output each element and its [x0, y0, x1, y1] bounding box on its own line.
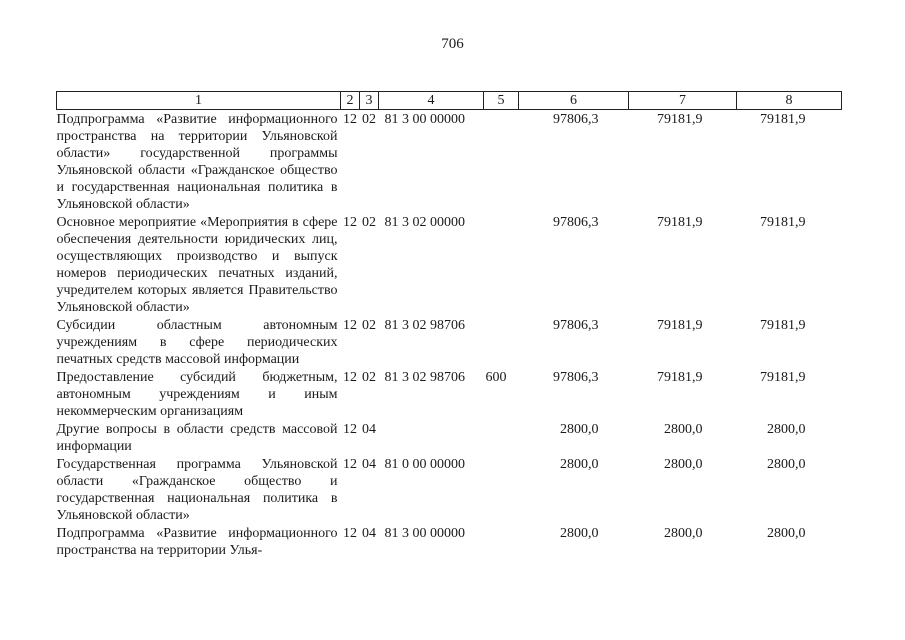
col-header-5: 5	[484, 92, 519, 110]
row-vr	[484, 524, 519, 559]
row-csr	[379, 420, 484, 455]
row-rz: 12	[343, 112, 357, 127]
row-value-7: 79181,9	[657, 215, 703, 230]
row-value-7: 79181,9	[657, 370, 703, 385]
row-pr: 02	[362, 112, 376, 127]
row-value-6: 97806,3	[553, 112, 599, 127]
row-rz: 12	[343, 422, 357, 437]
row-vr	[484, 455, 519, 524]
row-value-8: 79181,9	[760, 370, 806, 385]
row-value-6: 2800,0	[560, 526, 599, 541]
row-value-6: 2800,0	[560, 422, 599, 437]
row-vr	[484, 420, 519, 455]
row-vr	[484, 110, 519, 214]
row-rz: 12	[343, 318, 357, 333]
row-pr: 04	[362, 457, 376, 472]
row-value-7: 2800,0	[664, 526, 703, 541]
col-header-7: 7	[629, 92, 737, 110]
row-pr: 02	[362, 370, 376, 385]
row-vr: 600	[485, 370, 507, 385]
row-rz: 12	[343, 370, 357, 385]
row-value-7: 2800,0	[664, 457, 703, 472]
table-row	[57, 368, 842, 420]
row-rz: 12	[343, 526, 357, 541]
row-pr: 04	[362, 526, 376, 541]
row-csr: 81 0 00 00000	[384, 457, 465, 472]
table-row	[57, 110, 842, 214]
table-row	[57, 213, 842, 316]
row-name: Другие вопросы в области средств массовой информации	[56, 422, 338, 454]
row-pr: 02	[362, 215, 376, 230]
table-row	[57, 420, 842, 455]
row-name: Подпрограмма «Развитие информационного пространства на территории Улья-	[56, 526, 338, 558]
page-number: 706	[441, 36, 464, 52]
col-header-3: 3	[360, 92, 379, 110]
row-value-6: 2800,0	[560, 457, 599, 472]
row-value-8: 79181,9	[760, 215, 806, 230]
row-value-7: 79181,9	[657, 318, 703, 333]
table-row	[57, 524, 842, 559]
row-csr: 81 3 02 98706	[384, 318, 465, 333]
row-value-8: 79181,9	[760, 318, 806, 333]
table-row	[57, 316, 842, 368]
col-header-4: 4	[379, 92, 484, 110]
budget-table	[56, 91, 842, 559]
row-csr: 81 3 02 00000	[384, 215, 465, 230]
row-rz: 12	[343, 215, 357, 230]
row-pr: 04	[362, 422, 376, 437]
row-csr: 81 3 02 98706	[384, 370, 465, 385]
row-csr: 81 3 00 00000	[384, 112, 465, 127]
row-name: Государственная программа Ульяновской области «Гражданское общество и государственная национальная политика в Ульяновской области»	[56, 457, 338, 523]
col-header-1: 1	[57, 92, 341, 110]
row-rz: 12	[343, 457, 357, 472]
row-value-6: 97806,3	[553, 215, 599, 230]
row-pr: 02	[362, 318, 376, 333]
col-header-8: 8	[737, 92, 842, 110]
row-value-8: 2800,0	[767, 422, 806, 437]
row-value-8: 2800,0	[767, 526, 806, 541]
row-value-6: 97806,3	[553, 370, 599, 385]
row-value-8: 79181,9	[760, 112, 806, 127]
row-value-8: 2800,0	[767, 457, 806, 472]
row-name: Основное мероприятие «Мероприятия в сфере обеспечения деятельности юридических лиц, осуществляющих производство и выпуск номеров периодических печатных изданий, учредителем которых является Правительство Ульяновской области»	[56, 215, 338, 315]
table-row	[57, 455, 842, 524]
row-name: Предоставление субсидий бюджетным, автономным учреждениям и иным некоммерческим организациям	[56, 370, 338, 419]
row-value-7: 2800,0	[664, 422, 703, 437]
row-name: Подпрограмма «Развитие информационного пространства на территории Ульяновской области» государственной программы Ульяновской области «Гражданское общество и государственная национальная политика в Ульяновской области»	[56, 112, 338, 212]
row-vr	[484, 316, 519, 368]
row-vr	[484, 213, 519, 316]
row-value-7: 79181,9	[657, 112, 703, 127]
row-name: Субсидии областным автономным учреждениям в сфере периодических печатных средств массовой информации	[56, 318, 338, 367]
row-value-6: 97806,3	[553, 318, 599, 333]
row-csr: 81 3 00 00000	[384, 526, 465, 541]
col-header-6: 6	[519, 92, 629, 110]
header-row	[57, 92, 842, 110]
col-header-2: 2	[341, 92, 360, 110]
